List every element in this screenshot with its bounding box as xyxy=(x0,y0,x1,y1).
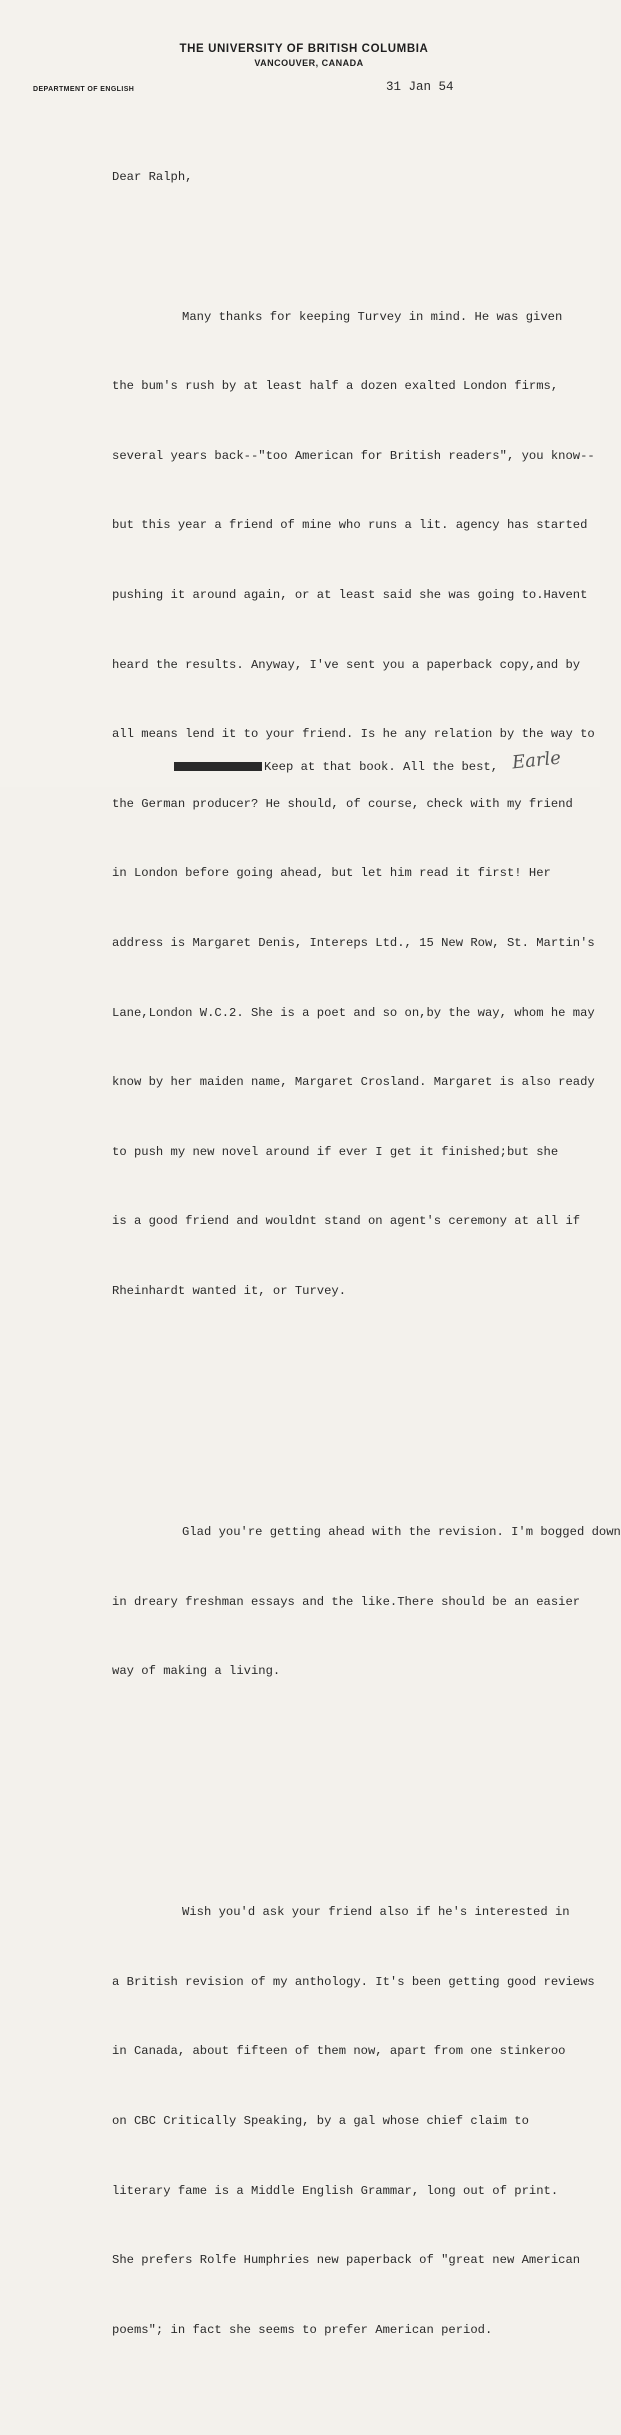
struck-out-text xyxy=(174,762,262,771)
text-line: the German producer? He should, of course, check with my friend xyxy=(112,796,573,811)
paragraph-gap xyxy=(112,1776,592,1785)
text-line: pushing it around again, or at least said she was going to.Havent xyxy=(112,587,588,602)
paragraph-3 xyxy=(112,1855,595,2389)
text-line: address is Margaret Denis, Intereps Ltd., 15 New Row, St. Martin's xyxy=(112,935,595,950)
text-line: Wish you'd ask your friend also if he's interested in xyxy=(182,1905,570,1920)
letter-body xyxy=(112,120,621,2435)
paragraph-2 xyxy=(112,1475,621,1730)
text-line: to push my new novel around if ever I get it finished;but she xyxy=(112,1144,559,1159)
text-line: Rheinhardt wanted it, or Turvey. xyxy=(112,1283,347,1298)
letterhead-city: VANCOUVER, CANADA xyxy=(254,58,364,68)
text-line: literary fame is a Middle English Grammar, long out of print. xyxy=(112,2183,559,2198)
letterhead-title: THE UNIVERSITY OF BRITISH COLUMBIA xyxy=(179,43,429,55)
paragraph-1 xyxy=(112,259,595,1349)
text-line: Lane,London W.C.2. She is a poet and so on,by the way, whom he may xyxy=(112,1005,595,1020)
text-line: the bum's rush by at least half a dozen exalted London firms, xyxy=(112,379,559,394)
text-line: in dreary freshman essays and the like.There should be an easier xyxy=(112,1594,581,1609)
handwritten-signature: Earle xyxy=(511,747,562,774)
text-line: on CBC Critically Speaking, by a gal whose chief claim to xyxy=(112,2113,529,2128)
text-line: Glad you're getting ahead with the revision. I'm bogged down xyxy=(182,1524,621,1539)
text-line: way of making a living. xyxy=(112,1664,281,1679)
text-line: heard the results. Anyway, I've sent you a paperback copy,and by xyxy=(112,657,581,672)
text-line: in London before going ahead, but let him read it first! Her xyxy=(112,866,551,881)
text-line: several years back--"too American for British readers", you know-- xyxy=(112,448,595,463)
closing-line xyxy=(174,760,498,774)
closing-text: Keep at that book. All the best, xyxy=(264,760,499,774)
text-line: Many thanks for keeping Turvey in mind. He was given xyxy=(182,309,563,324)
text-line: know by her maiden name, Margaret Crosland. Margaret is also ready xyxy=(112,1075,595,1090)
text-line: She prefers Rolfe Humphries new paperback of "great new American xyxy=(112,2253,581,2268)
salutation: Dear Ralph, xyxy=(112,170,193,185)
paragraph-gap xyxy=(112,1396,592,1405)
text-line: all means lend it to your friend. Is he any relation by the way to xyxy=(112,727,595,742)
text-line: a British revision of my anthology. It's been getting good reviews xyxy=(112,1974,595,1989)
text-line: is a good friend and wouldnt stand on agent's ceremony at all if xyxy=(112,1214,581,1229)
text-line: but this year a friend of mine who runs a lit. agency has started xyxy=(112,518,588,533)
department-label: DEPARTMENT OF ENGLISH xyxy=(33,86,135,93)
letterhead xyxy=(0,43,600,68)
text-line: poems"; in fact she seems to prefer American period. xyxy=(112,2322,493,2337)
text-line: in Canada, about fifteen of them now, apart from one stinkeroo xyxy=(112,2044,566,2059)
letter-date: 31 Jan 54 xyxy=(386,80,454,94)
